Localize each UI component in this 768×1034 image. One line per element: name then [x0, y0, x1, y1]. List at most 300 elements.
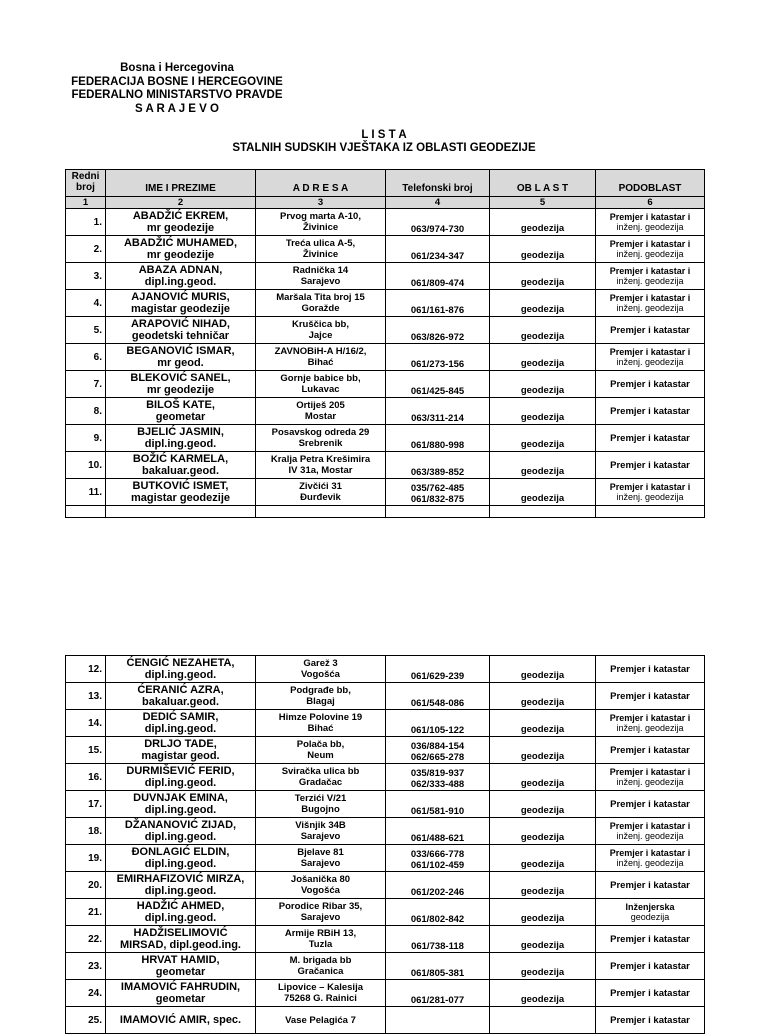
col-header-telefon: Telefonski broj: [386, 170, 490, 197]
podoblast-line1: Premjer i katastar: [610, 960, 690, 972]
row-number: [66, 737, 106, 764]
expert-phone: [386, 344, 490, 371]
expert-phone: [386, 980, 490, 1007]
address-line2: Sarajevo: [300, 831, 341, 842]
expert-oblast: [490, 236, 596, 263]
phone-line1: 035/819-937: [410, 768, 465, 779]
table-row: [66, 263, 705, 290]
podoblast-line2: inženj. geodezija: [616, 276, 684, 286]
expert-phone: [386, 1007, 490, 1034]
expert-name-line1: DEDIĆ SAMIR,: [142, 710, 219, 723]
row-number: [66, 872, 106, 899]
phone-line2: 061/102-459: [410, 860, 465, 871]
phone-line2: 063/974-730: [410, 224, 465, 235]
podoblast-line1: Premjer i katastar: [610, 432, 690, 444]
expert-podoblast: [596, 791, 705, 818]
expert-name-line1: ĆENGIĆ NEZAHETA,: [126, 656, 235, 669]
table-row: [66, 737, 705, 764]
table-row: [66, 398, 705, 425]
address-line2: Lukavac: [301, 384, 340, 395]
podoblast-line2: inženj. geodezija: [616, 723, 684, 733]
row-number-text: 3.: [93, 270, 102, 282]
expert-phone: [386, 710, 490, 737]
address-line1: Garež 3: [303, 658, 338, 669]
oblast-text: geodezija: [520, 358, 565, 369]
table-row: [66, 791, 705, 818]
podoblast-line1: Premjer i katastar i: [609, 848, 691, 858]
podoblast-line2: inženj. geodezija: [616, 303, 684, 313]
col-header-ime: IME I PREZIME: [106, 170, 256, 197]
expert-oblast: [490, 452, 596, 479]
podoblast-line1: Premjer i katastar: [610, 324, 690, 336]
phone-line2: 061/832-875: [410, 494, 465, 505]
phone-line2: 061/548-086: [410, 698, 465, 709]
expert-oblast: [490, 317, 596, 344]
oblast-text: geodezija: [520, 967, 565, 978]
expert-title-line: dipl.ing.geod.: [144, 831, 217, 843]
expert-phone: [386, 926, 490, 953]
expert-phone: [386, 236, 490, 263]
table-row: [66, 209, 705, 236]
address-line1: Terzići V/21: [294, 793, 347, 804]
expert-name: [106, 290, 256, 317]
row-number-text: 19.: [88, 852, 102, 864]
header-city: S A R A J E V O: [135, 102, 219, 115]
expert-address: [256, 818, 386, 845]
expert-name: [106, 452, 256, 479]
table-row: [66, 236, 705, 263]
expert-oblast: [490, 737, 596, 764]
address-line1: Himze Polovine 19: [278, 712, 363, 723]
expert-podoblast: [596, 209, 705, 236]
phone-line2: 062/333-488: [410, 779, 465, 790]
podoblast-line1: Premjer i katastar i: [609, 713, 691, 723]
expert-podoblast: [596, 290, 705, 317]
row-number-text: 14.: [88, 717, 102, 729]
expert-name: [106, 425, 256, 452]
expert-name-line1: DŽANANOVIĆ ZIJAD,: [124, 818, 237, 831]
phone-line2: 061/105-122: [410, 725, 465, 736]
address-line1: ZAVNOBiH-A H/16/2,: [274, 346, 367, 357]
table-row: [66, 1007, 705, 1034]
expert-podoblast: [596, 317, 705, 344]
header-country: Bosna i Hercegovina: [120, 62, 234, 74]
expert-podoblast: [596, 683, 705, 710]
row-number: [66, 899, 106, 926]
expert-address: [256, 845, 386, 872]
expert-oblast: [490, 818, 596, 845]
expert-address: [256, 872, 386, 899]
expert-name-line1: BLEKOVIĆ SANEL,: [130, 371, 231, 384]
address-line2: Srebrenik: [298, 438, 343, 449]
expert-name-line1: ĆERANIĆ AZRA,: [137, 683, 224, 696]
expert-phone: [386, 791, 490, 818]
expert-phone: [386, 764, 490, 791]
row-number-text: 11.: [88, 486, 102, 498]
table-row: [66, 899, 705, 926]
expert-phone: [386, 263, 490, 290]
row-number: [66, 953, 106, 980]
col-number: 5: [490, 197, 596, 209]
expert-address: [256, 926, 386, 953]
expert-name: [106, 980, 256, 1007]
expert-title-line: mr geodezije: [146, 384, 215, 396]
oblast-text: geodezija: [520, 832, 565, 843]
oblast-text: geodezija: [520, 277, 565, 288]
expert-name: [106, 710, 256, 737]
row-number: [66, 263, 106, 290]
col-header-podoblast: PODOBLAST: [596, 170, 705, 197]
expert-address: [256, 371, 386, 398]
expert-oblast: [490, 344, 596, 371]
phone-line1: 033/666-778: [410, 849, 465, 860]
expert-name: [106, 656, 256, 683]
row-number: [66, 479, 106, 506]
address-line2: IV 31a, Mostar: [288, 465, 353, 476]
expert-name-line1: ABAZA ADNAN,: [138, 263, 223, 276]
expert-name: [106, 479, 256, 506]
expert-name: [106, 371, 256, 398]
expert-oblast: [490, 926, 596, 953]
row-number: [66, 452, 106, 479]
expert-phone: [386, 425, 490, 452]
expert-oblast: [490, 425, 596, 452]
oblast-text: geodezija: [520, 466, 565, 477]
expert-podoblast: [596, 236, 705, 263]
row-number: [66, 926, 106, 953]
address-line2: Gračanica: [297, 966, 344, 977]
col-number: 2: [106, 197, 256, 209]
expert-phone: [386, 845, 490, 872]
expert-oblast: [490, 290, 596, 317]
expert-name: [106, 818, 256, 845]
expert-name: [106, 845, 256, 872]
address-line2: Živinice: [302, 222, 339, 233]
address-line1: Maršala Tita broj 15: [276, 292, 365, 303]
expert-name: [106, 953, 256, 980]
expert-name: [106, 263, 256, 290]
expert-oblast: [490, 263, 596, 290]
phone-line2: 061/802-842: [410, 914, 465, 925]
row-number-text: 2.: [93, 243, 102, 255]
oblast-text: geodezija: [520, 913, 565, 924]
expert-phone: [386, 872, 490, 899]
address-line2: Tuzla: [308, 939, 333, 950]
address-line2: 75268 G. Rainici: [284, 993, 357, 1004]
address-line1: Vase Pelagića 7: [285, 1014, 356, 1026]
table-row: [66, 344, 705, 371]
address-line1: Posavskog odreda 29: [271, 427, 370, 438]
oblast-text: geodezija: [520, 670, 565, 681]
experts-table-page1: [65, 169, 705, 518]
expert-name-line1: BUTKOVIĆ ISMET,: [132, 479, 229, 492]
expert-podoblast: [596, 926, 705, 953]
podoblast-line2: inženj. geodezija: [616, 492, 684, 502]
expert-title-line: bakaluar.geod.: [141, 465, 220, 477]
table-header-row: [66, 170, 705, 197]
expert-name-line1: ABADŽIĆ EKREM,: [132, 209, 229, 222]
oblast-text: geodezija: [520, 751, 565, 762]
row-number-text: 6.: [93, 351, 102, 363]
expert-oblast: [490, 791, 596, 818]
address-line2: Sarajevo: [300, 858, 341, 869]
podoblast-line1: Premjer i katastar: [610, 405, 690, 417]
expert-name-line1: BJELIĆ JASMIN,: [137, 425, 224, 438]
table-row: [66, 683, 705, 710]
expert-address: [256, 452, 386, 479]
table-row: [66, 710, 705, 737]
row-number: [66, 236, 106, 263]
oblast-text: geodezija: [520, 697, 565, 708]
expert-oblast: [490, 371, 596, 398]
expert-podoblast: [596, 899, 705, 926]
table-row: [66, 452, 705, 479]
expert-podoblast: [596, 737, 705, 764]
expert-podoblast: [596, 872, 705, 899]
address-line1: Ortiješ 205: [296, 400, 345, 411]
oblast-text: geodezija: [520, 994, 565, 1005]
row-number-text: 21.: [88, 906, 102, 918]
table-row: [66, 872, 705, 899]
expert-oblast: [490, 980, 596, 1007]
oblast-text: geodezija: [520, 412, 565, 423]
expert-address: [256, 263, 386, 290]
table-row: [66, 845, 705, 872]
oblast-text: geodezija: [520, 859, 565, 870]
expert-title-line: magistar geodezije: [130, 492, 231, 504]
expert-address: [256, 737, 386, 764]
row-number-text: 25.: [88, 1014, 102, 1026]
row-number-text: 23.: [88, 960, 102, 972]
address-line1: M. brigada bb: [289, 955, 352, 966]
address-line1: Polača bb,: [296, 739, 345, 750]
expert-title-line: magistar geod.: [141, 750, 220, 762]
address-line1: Višnjik 34B: [295, 820, 346, 831]
podoblast-line2: inženj. geodezija: [616, 222, 684, 232]
expert-address: [256, 683, 386, 710]
expert-title-line: MIRSAD, dipl.geod.ing.: [120, 939, 241, 951]
address-line1: Porodice Ribar 35,: [278, 901, 363, 912]
expert-phone: [386, 683, 490, 710]
expert-podoblast: [596, 371, 705, 398]
expert-name: [106, 737, 256, 764]
row-number: [66, 425, 106, 452]
expert-name: [106, 209, 256, 236]
expert-title-line: dipl.ing.geod.: [144, 912, 217, 924]
table-row: [66, 818, 705, 845]
row-number-text: 22.: [88, 933, 102, 945]
expert-name-line1: IMAMOVIĆ FAHRUDIN,: [120, 980, 241, 993]
address-line2: Vogošća: [301, 669, 340, 680]
podoblast-line1: Premjer i katastar: [610, 987, 690, 999]
expert-phone: [386, 209, 490, 236]
expert-address: [256, 899, 386, 926]
expert-name-line1: DURMIŠEVIĆ FERID,: [126, 764, 235, 777]
phone-line2: 061/805-381: [410, 968, 465, 979]
table-row: [66, 980, 705, 1007]
oblast-text: geodezija: [520, 493, 565, 504]
expert-title-line: dipl.ing.geod.: [144, 777, 217, 789]
podoblast-line1: Premjer i katastar i: [609, 821, 691, 831]
row-number: [66, 845, 106, 872]
expert-address: [256, 425, 386, 452]
phone-line2: 061/880-998: [410, 440, 465, 451]
address-line2: Jajce: [308, 330, 333, 341]
expert-title-line: dipl.ing.geod.: [144, 858, 217, 870]
row-number-text: 18.: [88, 825, 102, 837]
expert-title-line: mr geodezije: [146, 222, 215, 234]
expert-phone: [386, 656, 490, 683]
row-number-text: 24.: [88, 987, 102, 999]
podoblast-line1: Premjer i katastar: [610, 459, 690, 471]
address-line1: Treća ulica A-5,: [285, 238, 356, 249]
expert-oblast: [490, 872, 596, 899]
address-line1: Radnička 14: [292, 265, 349, 276]
expert-oblast: [490, 764, 596, 791]
address-line1: Kralja Petra Krešimira: [270, 454, 371, 465]
oblast-text: geodezija: [520, 385, 565, 396]
row-number: [66, 371, 106, 398]
expert-name-line1: AJANOVIĆ MURIS,: [131, 290, 230, 303]
expert-name: [106, 764, 256, 791]
empty-cell: [490, 506, 596, 518]
row-number: [66, 710, 106, 737]
address-line1: Sviračka ulica bb: [281, 766, 360, 777]
address-line2: Bihać: [307, 357, 334, 368]
phone-line1: 036/884-154: [410, 741, 465, 752]
row-number: [66, 398, 106, 425]
row-number: [66, 1007, 106, 1034]
podoblast-line1: Premjer i katastar: [610, 378, 690, 390]
address-line2: Bihać: [307, 723, 334, 734]
phone-line2: 061/234-347: [410, 251, 465, 262]
expert-oblast: [490, 683, 596, 710]
expert-address: [256, 290, 386, 317]
expert-name: [106, 344, 256, 371]
expert-name: [106, 398, 256, 425]
oblast-text: geodezija: [520, 250, 565, 261]
expert-name-line1: ĐONLAGIĆ ELDIN,: [131, 845, 230, 858]
expert-phone: [386, 398, 490, 425]
phone-line1: 035/762-485: [410, 483, 465, 494]
table-row: [66, 425, 705, 452]
expert-name-line1: DRLJO TADE,: [144, 737, 217, 750]
row-number: [66, 344, 106, 371]
phone-line2: 061/425-845: [410, 386, 465, 397]
row-number-text: 1.: [93, 216, 102, 228]
table-row: [66, 290, 705, 317]
expert-oblast: [490, 209, 596, 236]
phone-line2: 061/488-621: [410, 833, 465, 844]
oblast-text: geodezija: [520, 304, 565, 315]
phone-line2: 061/202-246: [410, 887, 465, 898]
row-number-text: 12.: [88, 663, 102, 675]
expert-name: [106, 926, 256, 953]
expert-phone: [386, 452, 490, 479]
expert-name: [106, 899, 256, 926]
expert-name: [106, 872, 256, 899]
expert-title-line: geometar: [155, 411, 206, 423]
expert-oblast: [490, 899, 596, 926]
expert-title-line: dipl.ing.geod.: [144, 804, 217, 816]
phone-line2: 061/273-156: [410, 359, 465, 370]
phone-line2: 061/738-118: [411, 941, 464, 952]
phone-line2: 061/809-474: [410, 278, 465, 289]
table-row: [66, 656, 705, 683]
expert-name-line1: IMAMOVIĆ AMIR, spec.: [119, 1013, 242, 1026]
empty-cell: [386, 506, 490, 518]
phone-line2: 063/389-852: [410, 467, 465, 478]
row-number-text: 13.: [88, 690, 102, 702]
expert-title-line: dipl.ing.geod.: [144, 723, 217, 735]
empty-cell: [106, 506, 256, 518]
podoblast-line2: inženj. geodezija: [616, 357, 684, 367]
expert-address: [256, 344, 386, 371]
expert-podoblast: [596, 656, 705, 683]
title-subtitle: STALNIH SUDSKIH VJEŠTAKA IZ OBLASTI GEODEZIJE: [232, 142, 536, 154]
address-line2: Bugojno: [301, 804, 340, 815]
expert-name-line1: DUVNJAK EMINA,: [133, 791, 228, 804]
row-number: [66, 656, 106, 683]
expert-address: [256, 980, 386, 1007]
podoblast-line1: Premjer i katastar: [610, 933, 690, 945]
empty-cell: [256, 506, 386, 518]
address-line2: Blagaj: [306, 696, 335, 707]
oblast-text: geodezija: [520, 331, 565, 342]
podoblast-line2: inženj. geodezija: [616, 858, 684, 868]
podoblast-line1: Premjer i katastar: [610, 663, 690, 675]
address-line1: Bjelave 81: [297, 847, 344, 858]
expert-address: [256, 236, 386, 263]
expert-name-line1: BOŽIĆ KARMELA,: [132, 452, 229, 465]
expert-name-line1: HRVAT HAMID,: [141, 953, 220, 966]
expert-address: [256, 317, 386, 344]
expert-podoblast: [596, 710, 705, 737]
address-line2: Goražde: [301, 303, 340, 314]
expert-title-line: magistar geodezije: [130, 303, 231, 315]
address-line1: Kruščica bb,: [291, 319, 350, 330]
expert-title-line: mr geod.: [157, 357, 204, 369]
row-number: [66, 764, 106, 791]
expert-phone: [386, 479, 490, 506]
expert-phone: [386, 290, 490, 317]
document-title: [0, 129, 768, 155]
expert-oblast: [490, 479, 596, 506]
expert-title-line: dipl.ing.geod.: [144, 885, 217, 897]
row-number: [66, 980, 106, 1007]
column-number-row: [66, 197, 705, 209]
expert-podoblast: [596, 479, 705, 506]
header-federation: FEDERACIJA BOSNE I HERCEGOVINE: [71, 75, 283, 88]
col-number: 1: [66, 197, 106, 209]
phone-line2: 061/629-239: [410, 671, 465, 682]
podoblast-line1: Premjer i katastar i: [609, 767, 691, 777]
row-number-text: 4.: [93, 297, 102, 309]
address-line1: Lipovice – Kalesija: [277, 982, 363, 993]
expert-podoblast: [596, 263, 705, 290]
address-line2: Vogošća: [301, 885, 340, 896]
expert-phone: [386, 317, 490, 344]
expert-title-line: dipl.ing.geod.: [144, 438, 217, 450]
expert-name-line1: BEGANOVIĆ ISMAR,: [126, 344, 235, 357]
expert-address: [256, 764, 386, 791]
col-header-redni: Redni broj: [66, 170, 106, 197]
expert-name-line1: EMIRHAFIZOVIĆ MIRZA,: [116, 872, 245, 885]
expert-address: [256, 710, 386, 737]
podoblast-line1: Premjer i katastar: [610, 690, 690, 702]
podoblast-line1: Premjer i katastar i: [609, 293, 691, 303]
expert-oblast: [490, 845, 596, 872]
